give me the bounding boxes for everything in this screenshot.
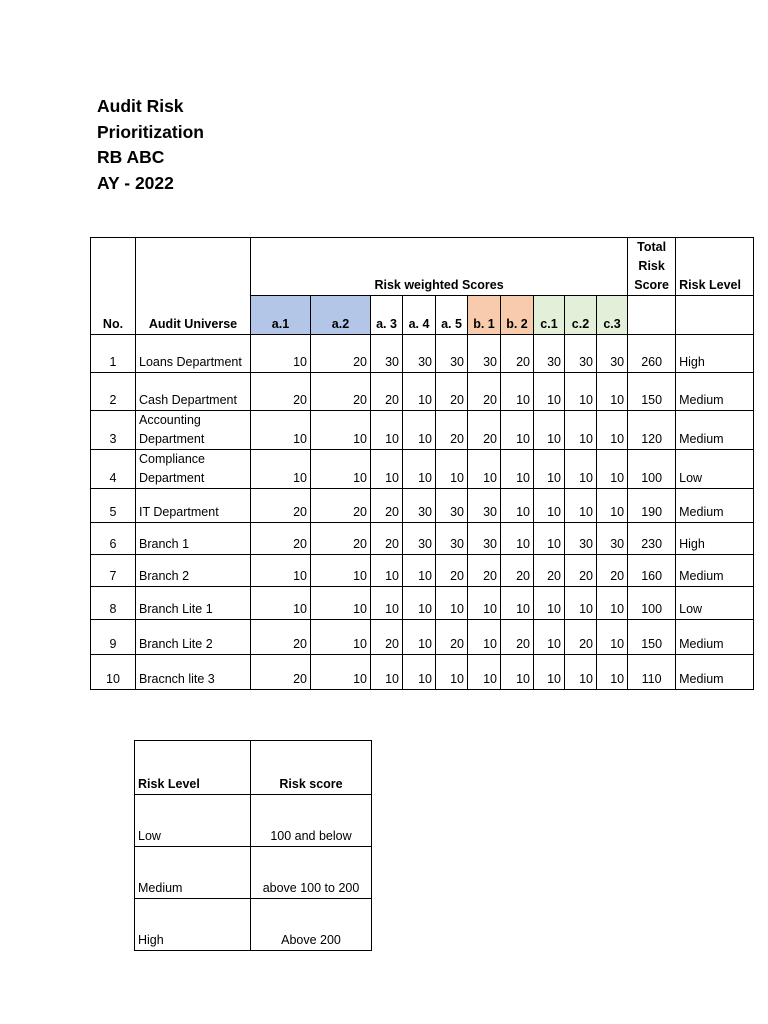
score-cell: 10: [597, 450, 628, 489]
score-cell: 10: [534, 373, 565, 411]
score-cell: 20: [436, 373, 468, 411]
audit-unit: Bracnch lite 3: [136, 655, 251, 690]
score-cell: 10: [251, 335, 311, 373]
row-number: 1: [91, 335, 136, 373]
score-cell: 20: [565, 620, 597, 655]
row-number: 3: [91, 411, 136, 450]
total-risk-score: 230: [628, 523, 676, 555]
header-risk-weighted-scores: Risk weighted Scores: [251, 238, 628, 296]
score-cell: 20: [371, 620, 403, 655]
total-risk-score: 150: [628, 620, 676, 655]
score-cell: 10: [403, 655, 436, 690]
table-row: [91, 555, 754, 587]
score-cell: 10: [501, 489, 534, 523]
score-cell: 20: [436, 411, 468, 450]
legend-row: [135, 795, 372, 847]
audit-unit: Branch 2: [136, 555, 251, 587]
row-number: 9: [91, 620, 136, 655]
row-number: 6: [91, 523, 136, 555]
score-cell: 10: [403, 373, 436, 411]
legend-row: [135, 899, 372, 951]
table-row: [91, 489, 754, 523]
audit-unit: IT Department: [136, 489, 251, 523]
score-cell: 10: [251, 555, 311, 587]
score-cell: 10: [534, 411, 565, 450]
risk-level: Medium: [676, 489, 754, 523]
score-cell: 10: [534, 450, 565, 489]
title-line-2: Prioritization: [97, 121, 204, 142]
criteria-header: c.1: [534, 296, 565, 335]
score-cell: 10: [534, 523, 565, 555]
criteria-header: a.2: [311, 296, 371, 335]
table-row: [91, 450, 754, 489]
score-cell: 10: [597, 620, 628, 655]
document-title: [97, 94, 204, 196]
total-risk-score: 190: [628, 489, 676, 523]
score-cell: 10: [501, 373, 534, 411]
score-cell: 20: [251, 373, 311, 411]
criteria-header: a. 3: [371, 296, 403, 335]
score-cell: 30: [436, 335, 468, 373]
title-line-1: Audit Risk: [97, 96, 184, 116]
row-number: 10: [91, 655, 136, 690]
score-cell: 10: [468, 655, 501, 690]
score-cell: 30: [436, 523, 468, 555]
risk-score-table: [90, 237, 754, 690]
title-line-3: RB ABC: [97, 147, 165, 167]
score-cell: 20: [371, 489, 403, 523]
criteria-header: c.2: [565, 296, 597, 335]
audit-unit: Branch Lite 2: [136, 620, 251, 655]
table-row: [91, 411, 754, 450]
score-cell: 10: [565, 489, 597, 523]
legend-level: Medium: [135, 847, 251, 899]
score-cell: 10: [565, 587, 597, 620]
risk-level: Low: [676, 587, 754, 620]
legend-score: Above 200: [251, 899, 372, 951]
audit-unit: Branch Lite 1: [136, 587, 251, 620]
header-no: No.: [91, 238, 136, 335]
score-cell: 10: [468, 450, 501, 489]
score-cell: 30: [403, 335, 436, 373]
risk-level: Medium: [676, 373, 754, 411]
score-cell: 10: [311, 411, 371, 450]
score-cell: 30: [468, 335, 501, 373]
total-risk-score: 260: [628, 335, 676, 373]
score-cell: 20: [311, 523, 371, 555]
score-cell: 30: [468, 523, 501, 555]
score-cell: 10: [534, 620, 565, 655]
legend-level: Low: [135, 795, 251, 847]
score-cell: 10: [251, 587, 311, 620]
total-risk-score: 110: [628, 655, 676, 690]
score-cell: 10: [311, 587, 371, 620]
legend-header-level: Risk Level: [135, 741, 251, 795]
risk-level: Medium: [676, 411, 754, 450]
risk-level: High: [676, 335, 754, 373]
score-cell: 10: [501, 523, 534, 555]
score-cell: 10: [501, 450, 534, 489]
table-row: [91, 335, 754, 373]
score-cell: 20: [436, 555, 468, 587]
score-cell: 20: [468, 555, 501, 587]
header-total-risk-score: Total Risk Score: [628, 238, 676, 296]
table-row: [91, 620, 754, 655]
score-cell: 10: [565, 411, 597, 450]
audit-unit: Cash Department: [136, 373, 251, 411]
score-cell: 10: [371, 587, 403, 620]
score-cell: 10: [436, 587, 468, 620]
criteria-header: b. 1: [468, 296, 501, 335]
score-cell: 20: [311, 335, 371, 373]
table-row: [91, 523, 754, 555]
score-cell: 20: [501, 335, 534, 373]
score-cell: 10: [311, 620, 371, 655]
audit-unit: Branch 1: [136, 523, 251, 555]
score-cell: 10: [403, 587, 436, 620]
score-cell: 10: [311, 655, 371, 690]
score-cell: 10: [436, 450, 468, 489]
legend-score: 100 and below: [251, 795, 372, 847]
row-number: 7: [91, 555, 136, 587]
total-risk-score: 120: [628, 411, 676, 450]
score-cell: 30: [565, 335, 597, 373]
risk-level: High: [676, 523, 754, 555]
score-cell: 10: [371, 411, 403, 450]
legend-row: [135, 847, 372, 899]
score-cell: 10: [534, 655, 565, 690]
score-cell: 10: [371, 555, 403, 587]
risk-level-legend-table: [134, 740, 372, 951]
score-cell: 20: [597, 555, 628, 587]
score-cell: 20: [436, 620, 468, 655]
score-cell: 20: [468, 411, 501, 450]
score-cell: 10: [311, 450, 371, 489]
table-row: [91, 587, 754, 620]
score-cell: 30: [403, 489, 436, 523]
title-line-4: AY - 2022: [97, 172, 174, 193]
score-cell: 20: [251, 620, 311, 655]
score-cell: 30: [436, 489, 468, 523]
audit-unit: Compliance Department: [136, 450, 251, 489]
score-cell: 30: [468, 489, 501, 523]
legend-score: above 100 to 200: [251, 847, 372, 899]
score-cell: 10: [565, 373, 597, 411]
score-cell: 10: [597, 489, 628, 523]
total-risk-score: 150: [628, 373, 676, 411]
score-cell: 30: [371, 335, 403, 373]
criteria-header: a. 5: [436, 296, 468, 335]
score-cell: 30: [403, 523, 436, 555]
score-cell: 10: [403, 450, 436, 489]
row-number: 5: [91, 489, 136, 523]
risk-level: Medium: [676, 620, 754, 655]
score-cell: 10: [403, 555, 436, 587]
total-risk-score: 100: [628, 450, 676, 489]
score-cell: 10: [501, 655, 534, 690]
score-cell: 10: [597, 587, 628, 620]
score-cell: 20: [468, 373, 501, 411]
score-cell: 10: [311, 555, 371, 587]
total-risk-score: 160: [628, 555, 676, 587]
score-cell: 30: [534, 335, 565, 373]
row-number: 8: [91, 587, 136, 620]
score-cell: 10: [597, 411, 628, 450]
score-cell: 10: [371, 655, 403, 690]
risk-level: Low: [676, 450, 754, 489]
score-cell: 20: [251, 655, 311, 690]
score-cell: 20: [311, 373, 371, 411]
criteria-header: b. 2: [501, 296, 534, 335]
criteria-header: c.3: [597, 296, 628, 335]
score-cell: 20: [251, 523, 311, 555]
score-cell: 10: [597, 655, 628, 690]
header-total-blank: [628, 296, 676, 335]
score-cell: 10: [251, 450, 311, 489]
score-cell: 10: [468, 620, 501, 655]
score-cell: 10: [403, 411, 436, 450]
score-cell: 10: [371, 450, 403, 489]
criteria-header: a. 4: [403, 296, 436, 335]
score-cell: 10: [597, 373, 628, 411]
header-risk-level: Risk Level: [676, 238, 754, 296]
score-cell: 10: [534, 587, 565, 620]
score-cell: 10: [565, 450, 597, 489]
score-cell: 10: [565, 655, 597, 690]
score-cell: 10: [468, 587, 501, 620]
criteria-header: a.1: [251, 296, 311, 335]
score-cell: 10: [534, 489, 565, 523]
score-cell: 10: [501, 411, 534, 450]
audit-unit: Accounting Department: [136, 411, 251, 450]
score-cell: 20: [371, 373, 403, 411]
table-row: [91, 655, 754, 690]
risk-level: Medium: [676, 555, 754, 587]
risk-level: Medium: [676, 655, 754, 690]
score-cell: 30: [597, 523, 628, 555]
table-row: [91, 373, 754, 411]
score-cell: 20: [534, 555, 565, 587]
header-audit-universe: Audit Universe: [136, 238, 251, 335]
row-number: 2: [91, 373, 136, 411]
score-cell: 10: [436, 655, 468, 690]
total-risk-score: 100: [628, 587, 676, 620]
score-cell: 20: [501, 555, 534, 587]
score-cell: 20: [311, 489, 371, 523]
score-cell: 20: [251, 489, 311, 523]
score-cell: 20: [371, 523, 403, 555]
score-cell: 30: [565, 523, 597, 555]
score-cell: 10: [501, 587, 534, 620]
legend-header-score: Risk score: [251, 741, 372, 795]
score-cell: 20: [501, 620, 534, 655]
score-cell: 30: [597, 335, 628, 373]
score-cell: 20: [565, 555, 597, 587]
score-cell: 10: [251, 411, 311, 450]
legend-level: High: [135, 899, 251, 951]
header-level-blank: [676, 296, 754, 335]
audit-unit: Loans Department: [136, 335, 251, 373]
row-number: 4: [91, 450, 136, 489]
score-cell: 10: [403, 620, 436, 655]
